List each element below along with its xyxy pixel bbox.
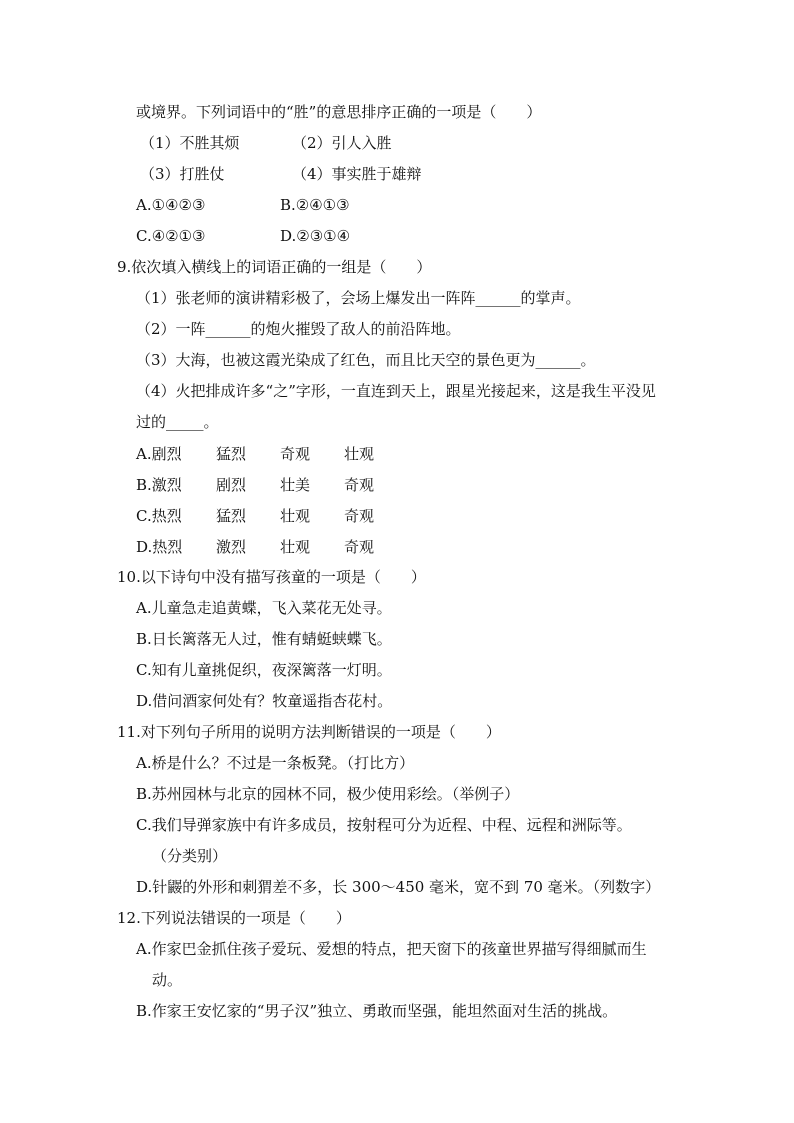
q9-sentence-4-cont: 过的_____。 — [136, 413, 219, 431]
q12-option-a-cont: 动。 — [152, 971, 183, 989]
q10-option-a: A.儿童急走追黄蝶，飞入菜花无处寻。 — [136, 599, 392, 617]
q9-option-c-word-1: C.热烈 — [136, 507, 182, 525]
q9-sentence-2: （2）一阵______的炮火摧毁了敌人的前沿阵地。 — [136, 320, 461, 338]
q9-option-b-word-3: 壮美 — [280, 476, 311, 494]
q11-option-d: D.针鼹的外形和刺猬差不多，长 300～450 毫米，宽不到 70 毫米。（列数字） — [136, 878, 661, 896]
q10-stem: 10.以下诗句中没有描写孩童的一项是（ ） — [117, 568, 426, 586]
q10-option-b: B.日长篱落无人过，惟有蜻蜓蛱蝶飞。 — [136, 630, 392, 648]
q9-option-b-word-4: 奇观 — [344, 476, 375, 494]
q11-stem: 11.对下列句子所用的说明方法判断错误的一项是（ ） — [117, 723, 501, 741]
q12-option-b: B.作家王安忆家的“男子汉”独立、勇敢而坚强，能坦然面对生活的挑战。 — [136, 1002, 618, 1020]
q9-sentence-4: （4）火把排成许多“之”字形，一直连到天上，跟星光接起来，这是我生平没见 — [136, 382, 656, 400]
q10-option-c: C.知有儿童挑促织，夜深篱落一灯明。 — [136, 661, 392, 679]
q8-item-2: （2）引人入胜 — [292, 134, 392, 152]
q9-option-d-word-3: 壮观 — [280, 538, 311, 556]
q9-option-b-word-2: 剧烈 — [216, 476, 247, 494]
q9-option-c-word-3: 壮观 — [280, 507, 311, 525]
q9-option-a-word-1: A.剧烈 — [136, 445, 182, 463]
q11-option-a: A.桥是什么？不过是一条板凳。（打比方） — [136, 754, 415, 772]
q9-option-d-word-1: D.热烈 — [136, 538, 183, 556]
q9-option-c-word-2: 猛烈 — [216, 507, 247, 525]
q8-option-a: A.①④②③ — [136, 196, 206, 214]
q12-stem: 12.下列说法错误的一项是（ ） — [117, 909, 351, 927]
q8-stem-continuation: 或境界。下列词语中的“胜”的意思排序正确的一项是（ ） — [136, 103, 542, 121]
q8-item-1: （1）不胜其烦 — [140, 134, 240, 152]
q11-option-c-cont: （分类别） — [152, 847, 228, 865]
q9-sentence-1: （1）张老师的演讲精彩极了，会场上爆发出一阵阵______的掌声。 — [136, 289, 581, 307]
q9-option-a-word-2: 猛烈 — [216, 445, 247, 463]
q10-option-d: D.借问酒家何处有？牧童遥指杏花村。 — [136, 692, 393, 710]
q8-option-b: B.②④①③ — [280, 196, 350, 214]
q8-item-3: （3）打胜仗 — [140, 165, 225, 183]
q12-option-a: A.作家巴金抓住孩子爱玩、爱想的特点，把天窗下的孩童世界描写得细腻而生 — [136, 940, 647, 958]
q9-option-d-word-2: 激烈 — [216, 538, 247, 556]
q11-option-c: C.我们导弹家族中有许多成员，按射程可分为近程、中程、远程和洲际等。 — [136, 816, 632, 834]
q9-option-d-word-4: 奇观 — [344, 538, 375, 556]
q11-option-b: B.苏州园林与北京的园林不同，极少使用彩绘。（举例子） — [136, 785, 520, 803]
q8-option-d: D.②③①④ — [280, 227, 351, 245]
q9-option-a-word-4: 壮观 — [344, 445, 375, 463]
q9-option-b-word-1: B.激烈 — [136, 476, 182, 494]
q8-item-4: （4）事实胜于雄辩 — [292, 165, 422, 183]
q9-option-a-word-3: 奇观 — [280, 445, 311, 463]
q9-option-c-word-4: 奇观 — [344, 507, 375, 525]
q9-sentence-3: （3）大海，也被这霞光染成了红色，而且比天空的景色更为______。 — [136, 351, 596, 369]
q9-stem: 9.依次填入横线上的词语正确的一组是（ ） — [117, 258, 432, 276]
q8-option-c: C.④②①③ — [136, 227, 206, 245]
